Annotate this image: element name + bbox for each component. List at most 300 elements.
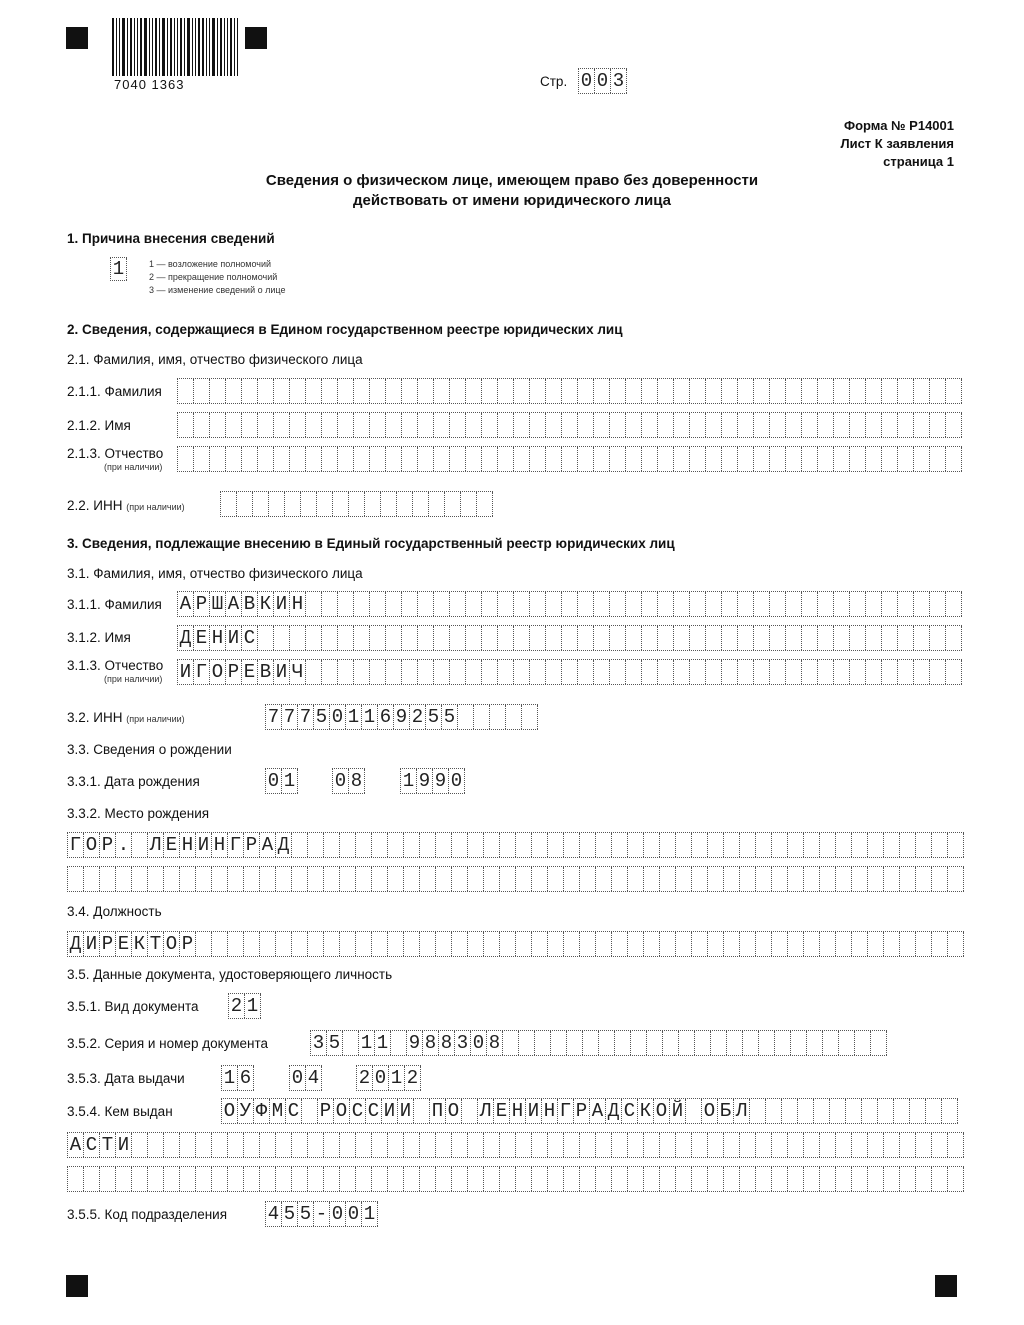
char-cell: [466, 592, 482, 616]
issue-month-field[interactable]: [289, 1065, 322, 1091]
char-cell: [692, 833, 708, 857]
char-cell: [338, 626, 354, 650]
char-cell: [354, 413, 370, 437]
char-cell: 5: [426, 705, 442, 729]
char-cell: [850, 413, 866, 437]
char-cell: [418, 660, 434, 684]
char-cell: 1: [389, 1066, 405, 1090]
char-cell: [644, 867, 660, 891]
s3-name-field[interactable]: [177, 625, 962, 651]
char-cell: [434, 447, 450, 471]
char-cell: [580, 867, 596, 891]
char-cell: [676, 867, 692, 891]
char-cell: [178, 379, 194, 403]
char-cell: [802, 626, 818, 650]
char-cell: [468, 1167, 484, 1191]
char-cell: [884, 833, 900, 857]
char-cell: И: [226, 626, 242, 650]
form-number: Форма № Р14001: [843, 118, 954, 133]
char-cell: [804, 833, 820, 857]
char-cell: [754, 379, 770, 403]
char-cell: [452, 867, 468, 891]
char-cell: С: [242, 626, 258, 650]
char-cell: И: [274, 592, 290, 616]
char-cell: [258, 413, 274, 437]
section-2-title: 2. Сведения, содержащиеся в Едином государственном реестре юридических лиц: [67, 322, 623, 337]
char-cell: [866, 379, 882, 403]
char-cell: [498, 379, 514, 403]
char-cell: [578, 447, 594, 471]
barcode-bar: [155, 18, 157, 76]
char-cell: [750, 1099, 766, 1123]
char-cell: [868, 867, 884, 891]
char-cell: [676, 932, 692, 956]
char-cell: [372, 1167, 388, 1191]
char-cell: [594, 626, 610, 650]
char-cell: [514, 447, 530, 471]
char-cell: [820, 1167, 836, 1191]
char-cell: [567, 1031, 583, 1055]
char-cell: [148, 867, 164, 891]
reason-label: 1. Причина внесения сведений: [67, 231, 275, 246]
s3-doc-type-label: 3.5.1. Вид документа: [67, 999, 199, 1014]
char-cell: [450, 413, 466, 437]
char-cell: [804, 1167, 820, 1191]
char-cell: В: [242, 592, 258, 616]
char-cell: [626, 626, 642, 650]
char-cell: [340, 1133, 356, 1157]
char-cell: [926, 1099, 942, 1123]
char-cell: [116, 867, 132, 891]
char-cell: [452, 932, 468, 956]
s3-birth-date-label: 3.3.1. Дата рождения: [67, 774, 200, 789]
barcode-bar: [122, 18, 125, 76]
char-cell: Р: [244, 833, 260, 857]
char-cell: 1: [362, 1202, 378, 1226]
char-cell: О: [446, 1099, 462, 1123]
char-cell: [274, 447, 290, 471]
char-cell: [644, 833, 660, 857]
s2-patronymic-label: 2.1.3. Отчество: [67, 446, 164, 461]
s3-patronymic-note: (при наличии): [104, 674, 163, 684]
char-cell: [756, 833, 772, 857]
issued-by-line-2[interactable]: [67, 1132, 964, 1158]
char-cell: [386, 379, 402, 403]
char-cell: [610, 379, 626, 403]
char-cell: Н: [212, 833, 228, 857]
char-cell: [628, 1167, 644, 1191]
char-cell: [292, 932, 308, 956]
char-cell: [946, 592, 962, 616]
char-cell: 9: [394, 705, 410, 729]
char-cell: [754, 660, 770, 684]
barcode-bar: [177, 18, 178, 76]
char-cell: Г: [68, 833, 84, 857]
char-cell: [356, 932, 372, 956]
char-cell: [706, 626, 722, 650]
char-cell: [322, 660, 338, 684]
char-cell: [180, 1167, 196, 1191]
char-cell: 0: [266, 769, 282, 793]
char-cell: [530, 379, 546, 403]
char-cell: [260, 1133, 276, 1157]
char-cell: У: [238, 1099, 254, 1123]
sheet-label: Лист К заявления: [840, 136, 954, 151]
char-cell: [644, 932, 660, 956]
char-cell: 5: [314, 705, 330, 729]
char-cell: [466, 379, 482, 403]
char-cell: [436, 1133, 452, 1157]
char-cell: [722, 379, 738, 403]
char-cell: [740, 833, 756, 857]
barcode: [112, 18, 240, 76]
char-cell: [434, 413, 450, 437]
birth-month-field[interactable]: [332, 768, 365, 794]
char-cell: Д: [606, 1099, 622, 1123]
char-cell: [532, 1167, 548, 1191]
char-cell: [418, 592, 434, 616]
char-cell: [932, 932, 948, 956]
char-cell: [596, 867, 612, 891]
char-cell: [196, 1167, 212, 1191]
char-cell: Л: [148, 833, 164, 857]
s2-patronymic-note: (при наличии): [104, 462, 163, 472]
char-cell: [546, 413, 562, 437]
char-cell: [354, 447, 370, 471]
char-cell: [786, 626, 802, 650]
char-cell: [578, 592, 594, 616]
char-cell: [946, 660, 962, 684]
char-cell: [770, 592, 786, 616]
section-3-fio-label: 3.1. Фамилия, имя, отчество физического лица: [67, 566, 363, 581]
char-cell: Г: [228, 833, 244, 857]
doc-type-field[interactable]: [228, 993, 261, 1019]
char-cell: [900, 833, 916, 857]
char-cell: [724, 1167, 740, 1191]
char-cell: [388, 867, 404, 891]
char-cell: [948, 1167, 964, 1191]
s3-patronymic-label: 3.1.3. Отчество: [67, 658, 164, 673]
char-cell: [404, 1167, 420, 1191]
char-cell: [692, 932, 708, 956]
char-cell: [548, 833, 564, 857]
char-cell: [404, 1133, 420, 1157]
barcode-bar: [170, 18, 172, 76]
barcode-bar: [180, 18, 182, 76]
char-cell: [503, 1031, 519, 1055]
char-cell: [500, 932, 516, 956]
char-cell: [722, 626, 738, 650]
s3-issue-date-label: 3.5.3. Дата выдачи: [67, 1071, 185, 1086]
char-cell: Е: [194, 626, 210, 650]
char-cell: [836, 867, 852, 891]
section-3-title: 3. Сведения, подлежащие внесению в Единый государственный реестр юридических лиц: [67, 536, 675, 551]
char-cell: Е: [164, 833, 180, 857]
char-cell: [658, 413, 674, 437]
char-cell: [468, 932, 484, 956]
char-cell: [210, 379, 226, 403]
issued-by-line-3[interactable]: [67, 1166, 964, 1192]
char-cell: [583, 1031, 599, 1055]
char-cell: [530, 626, 546, 650]
char-cell: [356, 1167, 372, 1191]
char-cell: [354, 660, 370, 684]
char-cell: [420, 1133, 436, 1157]
char-cell: [132, 1167, 148, 1191]
char-cell: [68, 1167, 84, 1191]
char-cell: [626, 447, 642, 471]
char-cell: [324, 867, 340, 891]
char-cell: [818, 413, 834, 437]
char-cell: [772, 833, 788, 857]
char-cell: М: [270, 1099, 286, 1123]
char-cell: [434, 592, 450, 616]
s3-patronymic-field[interactable]: [177, 659, 962, 685]
char-cell: [820, 1133, 836, 1157]
char-cell: [306, 447, 322, 471]
char-cell: [418, 379, 434, 403]
char-cell: Е: [116, 932, 132, 956]
char-cell: [818, 626, 834, 650]
char-cell: [178, 413, 194, 437]
issued-by-line-1[interactable]: [221, 1098, 958, 1124]
char-cell: [514, 660, 530, 684]
corner-marker-bottom-right: [935, 1275, 957, 1297]
char-cell: [68, 867, 84, 891]
char-cell: [402, 447, 418, 471]
char-cell: [596, 833, 612, 857]
char-cell: [706, 447, 722, 471]
char-cell: [322, 592, 338, 616]
char-cell: [914, 379, 930, 403]
char-cell: [404, 833, 420, 857]
char-cell: [178, 447, 194, 471]
char-cell: [626, 592, 642, 616]
s3-surname-field[interactable]: [177, 591, 962, 617]
char-cell: Л: [734, 1099, 750, 1123]
char-cell: 0: [290, 1066, 306, 1090]
char-cell: О: [210, 660, 226, 684]
char-cell: С: [366, 1099, 382, 1123]
char-cell: [642, 379, 658, 403]
char-cell: [807, 1031, 823, 1055]
char-cell: [738, 413, 754, 437]
char-cell: [452, 833, 468, 857]
char-cell: [594, 592, 610, 616]
s2-inn-label-text: 2.2. ИНН: [67, 498, 123, 513]
char-cell: [402, 379, 418, 403]
char-cell: Т: [148, 932, 164, 956]
char-cell: [535, 1031, 551, 1055]
dept-code-field[interactable]: [265, 1201, 378, 1227]
sheet-page: страница 1: [883, 154, 954, 169]
char-cell: И: [382, 1099, 398, 1123]
char-cell: [564, 1133, 580, 1157]
position-field[interactable]: [67, 931, 964, 957]
char-cell: [644, 1133, 660, 1157]
char-cell: [580, 932, 596, 956]
char-cell: [772, 1133, 788, 1157]
char-cell: Р: [100, 833, 116, 857]
char-cell: [372, 1133, 388, 1157]
char-cell: [626, 413, 642, 437]
birth-place-line-1[interactable]: [67, 832, 964, 858]
char-cell: [196, 867, 212, 891]
char-cell: [580, 1167, 596, 1191]
char-cell: [340, 932, 356, 956]
barcode-bar: [174, 18, 175, 76]
birth-year-field[interactable]: [400, 768, 465, 794]
char-cell: [756, 932, 772, 956]
char-cell: [242, 413, 258, 437]
char-cell: [436, 1167, 452, 1191]
char-cell: [260, 932, 276, 956]
char-cell: [196, 1133, 212, 1157]
char-cell: [420, 932, 436, 956]
char-cell: [692, 867, 708, 891]
s2-inn-field[interactable]: [220, 491, 493, 517]
char-cell: [871, 1031, 887, 1055]
char-cell: [468, 833, 484, 857]
char-cell: 5: [298, 1202, 314, 1226]
char-cell: [482, 626, 498, 650]
s3-inn-field[interactable]: [265, 704, 538, 730]
char-cell: [519, 1031, 535, 1055]
barcode-bar: [209, 18, 210, 76]
char-cell: [660, 867, 676, 891]
s2-patronymic-field[interactable]: [177, 446, 962, 472]
char-cell: [274, 379, 290, 403]
char-cell: [356, 833, 372, 857]
barcode-bar: [167, 18, 168, 76]
char-cell: [292, 867, 308, 891]
char-cell: [642, 626, 658, 650]
char-cell: Е: [494, 1099, 510, 1123]
birth-place-line-2[interactable]: [67, 866, 964, 892]
char-cell: 3: [311, 1031, 327, 1055]
char-cell: [610, 626, 626, 650]
char-cell: [615, 1031, 631, 1055]
char-cell: [418, 626, 434, 650]
s2-name-field[interactable]: [177, 412, 962, 438]
barcode-bar: [227, 18, 228, 76]
char-cell: [242, 379, 258, 403]
char-cell: [308, 867, 324, 891]
char-cell: [306, 592, 322, 616]
char-cell: [836, 932, 852, 956]
char-cell: [596, 932, 612, 956]
issue-year-field[interactable]: [356, 1065, 421, 1091]
char-cell: [228, 1167, 244, 1191]
char-cell: [226, 413, 242, 437]
char-cell: [370, 447, 386, 471]
char-cell: [180, 1133, 196, 1157]
char-cell: [420, 833, 436, 857]
reason-field[interactable]: [110, 257, 127, 281]
char-cell: [722, 447, 738, 471]
char-cell: [612, 833, 628, 857]
char-cell: [308, 932, 324, 956]
char-cell: [834, 447, 850, 471]
char-cell: [418, 447, 434, 471]
barcode-bar: [234, 18, 235, 76]
barcode-bar: [202, 18, 204, 76]
char-cell: [868, 1167, 884, 1191]
char-cell: [414, 1099, 430, 1123]
char-cell: [498, 592, 514, 616]
char-cell: [532, 932, 548, 956]
s3-inn-label: [67, 710, 185, 725]
char-cell: [708, 833, 724, 857]
char-cell: [370, 379, 386, 403]
char-cell: [594, 660, 610, 684]
barcode-bar: [212, 18, 215, 76]
char-cell: Г: [194, 660, 210, 684]
char-cell: [820, 833, 836, 857]
char-cell: [916, 867, 932, 891]
char-cell: [164, 867, 180, 891]
char-cell: [818, 660, 834, 684]
char-cell: [258, 379, 274, 403]
char-cell: [791, 1031, 807, 1055]
char-cell: [759, 1031, 775, 1055]
char-cell: [916, 1133, 932, 1157]
char-cell: [898, 447, 914, 471]
birth-day-field[interactable]: [265, 768, 298, 794]
char-cell: [772, 867, 788, 891]
char-cell: [894, 1099, 910, 1123]
char-cell: [642, 447, 658, 471]
char-cell: 2: [410, 705, 426, 729]
char-cell: [770, 413, 786, 437]
char-cell: 6: [378, 705, 394, 729]
char-cell: [210, 447, 226, 471]
char-cell: [498, 660, 514, 684]
char-cell: [386, 447, 402, 471]
barcode-bar: [159, 18, 160, 76]
s2-surname-field[interactable]: [177, 378, 962, 404]
char-cell: [631, 1031, 647, 1055]
char-cell: [724, 833, 740, 857]
char-cell: [834, 379, 850, 403]
char-cell: 3: [611, 69, 627, 93]
char-cell: [516, 932, 532, 956]
char-cell: [770, 447, 786, 471]
barcode-bar: [130, 18, 132, 76]
issue-day-field[interactable]: [221, 1065, 254, 1091]
doc-series-field[interactable]: [310, 1030, 887, 1056]
char-cell: [516, 1167, 532, 1191]
char-cell: [580, 1133, 596, 1157]
char-cell: [258, 447, 274, 471]
char-cell: [290, 379, 306, 403]
char-cell: 1: [375, 1031, 391, 1055]
char-cell: [660, 833, 676, 857]
s3-inn-note: (при наличии): [126, 714, 185, 724]
barcode-bar: [116, 18, 117, 76]
char-cell: [356, 1133, 372, 1157]
char-cell: [882, 626, 898, 650]
corner-marker-bottom-left: [66, 1275, 88, 1297]
char-cell: С: [286, 1099, 302, 1123]
char-cell: 5: [282, 1202, 298, 1226]
char-cell: 1: [362, 705, 378, 729]
char-cell: Н: [180, 833, 196, 857]
char-cell: 4: [266, 1202, 282, 1226]
char-cell: [754, 592, 770, 616]
char-cell: [391, 1031, 407, 1055]
char-cell: [834, 592, 850, 616]
